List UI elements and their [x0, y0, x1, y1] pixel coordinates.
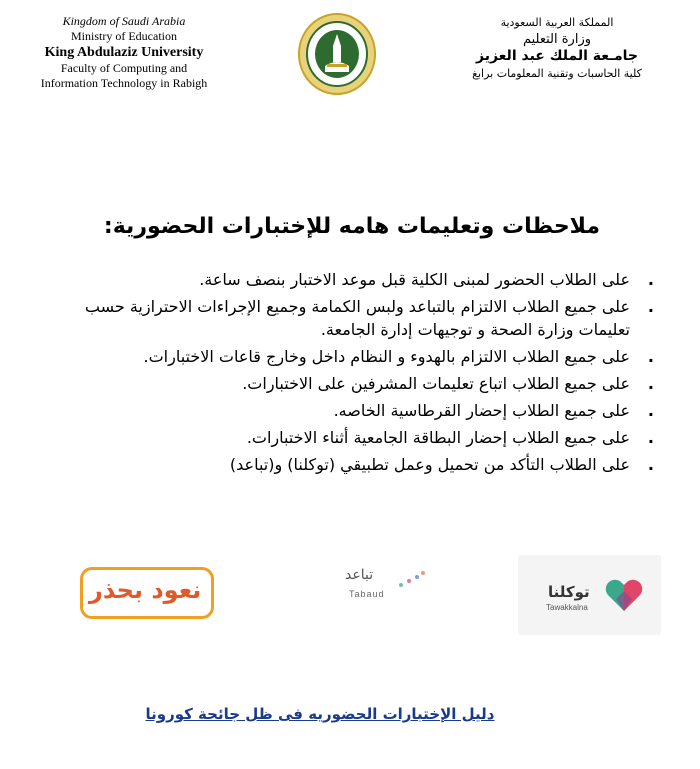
- faculty-en-line1: Faculty of Computing and: [60, 61, 188, 75]
- tabaud-en-text: Tabaud: [349, 589, 385, 599]
- kingdom-en: Kingdom of Saudi Arabia: [62, 14, 186, 28]
- tawakkalna-en-text: Tawakkalna: [546, 603, 588, 612]
- list-item: . على الطلاب الحضور لمبنى الكلية قبل موعد الاختبار بنصف ساعة.: [70, 268, 630, 291]
- university-en: King Abdulaziz University: [44, 45, 204, 60]
- app-logos-row: [0, 555, 700, 637]
- tawakkalna-logo: [518, 555, 661, 635]
- list-item: . على جميع الطلاب إحضار القرطاسية الخاصه.: [70, 399, 630, 422]
- tabaud-dots-icon: [397, 569, 427, 589]
- faculty-ar: كلية الحاسبات وتقنية المعلومات برابغ: [472, 67, 642, 80]
- header-english: [24, 14, 224, 91]
- tabaud-ar-text: تباعد: [345, 567, 374, 583]
- page-title: ملاحظات وتعليمات هامه للإختبارات الحضورية:: [103, 214, 600, 239]
- tawakkalna-ar-text: توكلنا: [548, 583, 590, 601]
- naood-bihathar-logo: [80, 567, 214, 619]
- university-ar: جامـعة الملك عبد العزيز: [475, 48, 638, 64]
- list-item: . على جميع الطلاب إحضار البطاقة الجامعية أثناء الاختبارات.: [70, 426, 630, 449]
- tawakkalna-heart-icon: [604, 577, 644, 613]
- instructions-list: [70, 268, 654, 480]
- ministry-ar: وزارة التعليم: [522, 32, 592, 47]
- list-item: . على جميع الطلاب الالتزام بالتباعد ولبس الكمامة وجميع الإجراءات الاحترازية حسب تعليمات وزارة الصحة و توجيهات إدارة الجامعة.: [70, 295, 630, 341]
- list-item: . على جميع الطلاب اتباع تعليمات المشرفين على الاختبارات.: [70, 372, 630, 395]
- covid-exams-guide-link[interactable]: دليل الإختبارات الحضوريه فى ظل جائحة كورونا: [145, 705, 495, 723]
- list-item: . على جميع الطلاب الالتزام بالهدوء و النظام داخل وخارج قاعات الاختبارات.: [70, 345, 630, 368]
- tabaud-logo: [345, 567, 425, 607]
- faculty-en-line2: Information Technology in Rabigh: [40, 76, 208, 90]
- naood-text: نعود بحذر: [89, 576, 202, 604]
- university-seal-logo: [297, 12, 377, 96]
- ministry-en: Ministry of Education: [71, 29, 177, 43]
- list-item: . على الطلاب التأكد من تحميل وعمل تطبيقي (توكلنا) و(تباعد): [70, 453, 630, 476]
- kingdom-ar: المملكة العربية السعودية: [500, 16, 614, 29]
- header-arabic: [442, 14, 672, 82]
